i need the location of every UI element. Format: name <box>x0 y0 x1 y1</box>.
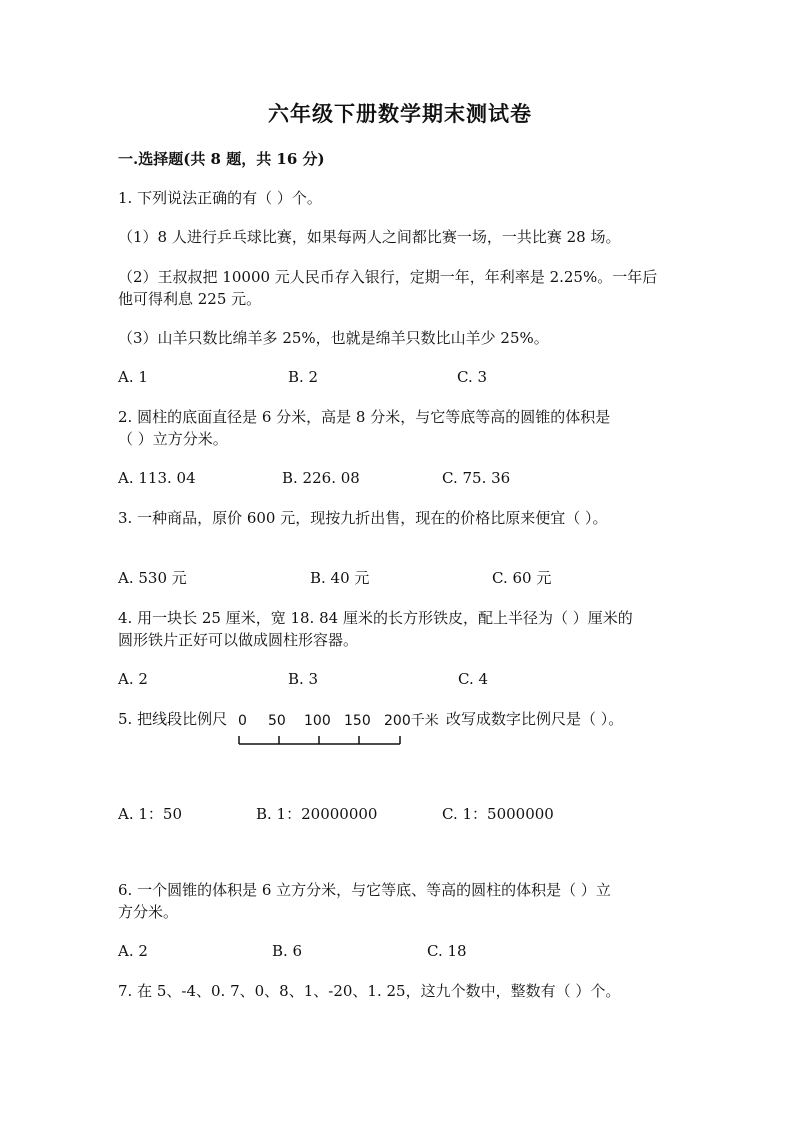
question-5-option-c: C. 1：5000000 <box>442 805 554 823</box>
question-3-option-a: A. 530 元 <box>118 569 187 587</box>
question-4-stem-cont: 圆形铁片正好可以做成圆柱形容器。 <box>118 631 359 649</box>
question-1-option-b: B. 2 <box>288 368 319 386</box>
question-2-option-b: B. 226. 08 <box>282 469 360 487</box>
question-1-option-c: C. 3 <box>457 368 488 386</box>
question-6-option-c: C. 18 <box>427 942 467 960</box>
question-3-stem: 3. 一种商品，原价 600 元，现按九折出售，现在的价格比原来便宜（ ）。 <box>118 509 608 527</box>
question-6-stem: 6. 一个圆锥的体积是 6 立方分米，与它等底、等高的圆柱的体积是（ ）立 <box>118 881 611 899</box>
line-segment-scale <box>234 712 454 750</box>
question-4-option-a: A. 2 <box>118 670 148 688</box>
question-3-option-c: C. 60 元 <box>492 569 552 587</box>
question-5-stem-prefix: 5. 把线段比例尺 <box>118 710 228 728</box>
question-3-option-b: B. 40 元 <box>310 569 370 587</box>
question-2-stem-cont: （ ）立方分米。 <box>118 430 228 448</box>
question-4-option-b: B. 3 <box>288 670 319 688</box>
question-5-option-b: B. 1：20000000 <box>256 805 378 823</box>
scale-label-150: 150 <box>344 713 371 729</box>
question-2-option-c: C. 75. 36 <box>442 469 511 487</box>
question-6-option-a: A. 2 <box>118 942 148 960</box>
question-1-statement-2: （2）王叔叔把 10000 元人民币存入银行，定期一年，年利率是 2.25%。一年后 <box>118 268 658 286</box>
question-2-option-a: A. 113. 04 <box>118 469 196 487</box>
question-6-stem-cont: 方分米。 <box>118 903 179 921</box>
scale-label-200: 200千米 <box>384 713 439 729</box>
question-5-stem-suffix: 改写成数字比例尺是（ ）。 <box>446 710 624 728</box>
section-heading: 一.选择题(共 8 题，共 16 分) <box>118 150 325 168</box>
scale-label-100: 100 <box>304 713 331 729</box>
question-1-stem: 1. 下列说法正确的有（ ）个。 <box>118 189 322 207</box>
question-1-statement-1: （1）8 人进行乒乓球比赛，如果每两人之间都比赛一场，一共比赛 28 场。 <box>118 228 621 246</box>
question-4-stem: 4. 用一块长 25 厘米，宽 18. 84 厘米的长方形铁皮，配上半径为（ ）厘米的 <box>118 609 633 627</box>
question-1-statement-3: （3）山羊只数比绵羊多 25%，也就是绵羊只数比山羊少 25%。 <box>118 329 549 347</box>
question-1-statement-2-cont: 他可得利息 225 元。 <box>118 290 262 308</box>
question-6-option-b: B. 6 <box>272 942 303 960</box>
scale-label-0: 0 <box>238 713 247 729</box>
exam-title: 六年级下册数学期末测试卷 <box>268 101 532 126</box>
question-5-option-a: A. 1：50 <box>118 805 182 823</box>
scale-bar-graphic <box>234 732 454 750</box>
question-1-option-a: A. 1 <box>118 368 148 386</box>
question-2-stem: 2. 圆柱的底面直径是 6 分米，高是 8 分米，与它等底等高的圆锥的体积是 <box>118 408 611 426</box>
scale-label-50: 50 <box>268 713 286 729</box>
question-4-option-c: C. 4 <box>458 670 489 688</box>
question-7-stem: 7. 在 5、-4、0. 7、0、8、1、-20、1. 25，这九个数中，整数有（ ）个。 <box>118 982 621 1000</box>
